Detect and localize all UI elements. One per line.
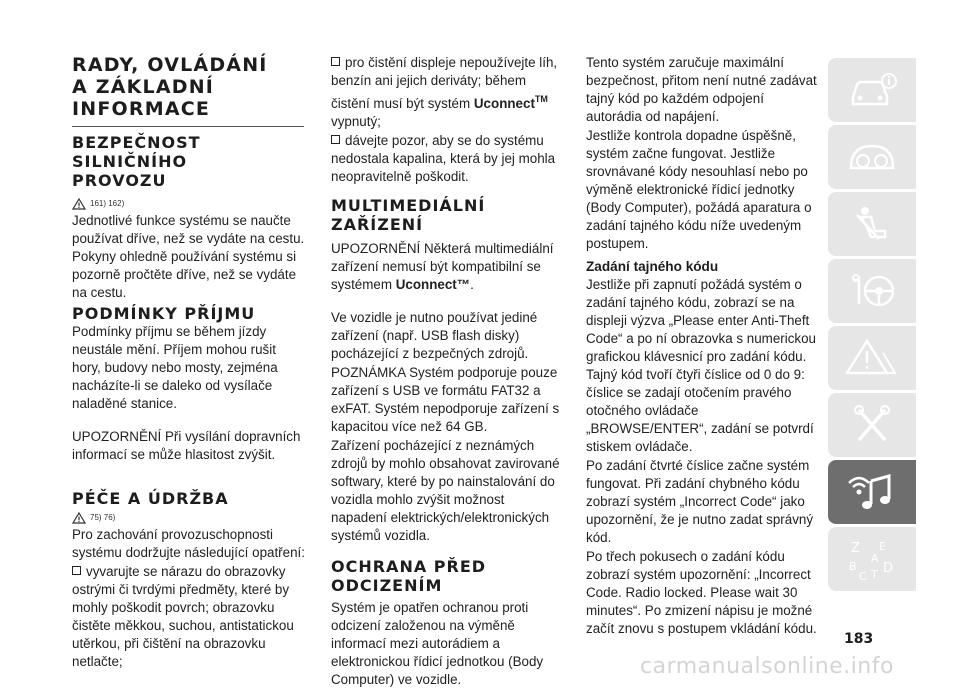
chapter-tabs [828,58,916,594]
care-bullet: pro čistění displeje nepoužívejte líh, benzín ani jejich deriváty; během čistění musí být systém Uconnect™ vypnutý; [331,55,558,129]
index-letter: E [879,540,886,553]
care-text: Pro zachování provozuschopnosti systému dodržujte následující opatření: [72,527,305,560]
column-2 [331,54,563,690]
watermark: carmanualsonline.info [640,654,894,679]
section-title-multimedia: MULTIMEDIÁLNÍ ZAŘÍZENÍ [331,196,486,234]
bullet-square-icon [72,566,81,575]
page-number: 183 [844,631,874,647]
bullet-square-icon [331,57,340,66]
tab-dashboard[interactable] [828,125,916,189]
multimedia-note: POZNÁMKA Systém podporuje pouze zařízení s USB ve formátu FAT32 a exFAT. Systém nepodporuje zařízení s kapacitou více než 64 GB. [331,365,560,434]
multimedia-warning: UPOZORNĚNÍ Některá multimediální zařízení nemusí být kompatibilní se systémem Uconnect™. [331,241,554,292]
service-tools-icon [845,402,899,448]
section-title-care: PÉČE A ÚDRŽBA [72,489,229,508]
tab-steering-start[interactable] [828,259,916,323]
warning-triangle-icon [72,198,86,210]
index-letter: A [871,552,879,565]
airbag-safety-icon [845,201,899,247]
warning-triangle-icon [845,335,899,381]
index-letter: T [871,568,878,581]
care-bullet: dávejte pozor, aby se do systému nedostala kapalina, která by jej mohla neopravitelně poškodit. [331,133,556,184]
anti-theft-text-2: Tento systém zaručuje maximální bezpečnost, přitom není nutné zadávat tajný kód po každém odpojení autorádia od napájení. [586,55,817,124]
code-entry-text: Jestliže při zapnutí požádá systém o zadání tajného kódu, zobrazí se na displeji výzva „Please enter Anti-Theft Code“ a po ní obrazovka s numerickou grafickou klávesnicí pro zadání kódu. Tajný kód tvoří čtyři číslice od 0 do 9: číslice se zadají otočením pravého otočného ovládače „BROWSE/ENTER“, zadání se potvrdí stiskem ovládače. [586,277,816,454]
tab-car-info[interactable] [828,58,916,122]
tab-warnings[interactable] [828,326,916,390]
index-letter: C [859,570,867,582]
multimedia-icon [845,469,899,515]
column-3 [586,54,820,639]
dashboard-icon [845,134,899,180]
anti-theft-text-3: Jestliže kontrola dopadne úspěšně, systém začne fungovat. Jestliže srovnávané kódy nesouhlasí nebo po výměně elektronické řídicí jednotky (Body Computer), požádá aparatura o zadání tajného kódu níže uvedeným postupem. [586,128,812,251]
tab-multimedia[interactable] [828,460,916,524]
chapter-divider [72,126,304,127]
section-title-road-safety: BEZPEČNOST SILNIČNÍHO PROVOZU [72,133,201,190]
brand-name: Uconnect [473,96,535,111]
bullet-square-icon [331,135,340,144]
care-warning-reference: 75) 76) [72,510,306,526]
code-locked-text: Po třech pokusech o zadání kódu zobrazí systém upozornění: „Incorrect Code. Radio locked. Please wait 30 minutes“. Po zmizení nápisu je možné začít znovu s postupem vkládání kódu. [586,549,817,636]
care-bullet: vyvarujte se nárazu do obrazovky ostrými či tvrdými předměty, které by mohly poškodit povrch; obrazovku čistěte měkkou, suchou, antistatickou utěrkou, při čištění na obrazovku netlačte; [72,564,294,669]
steering-wheel-icon [845,268,899,314]
reception-text: Podmínky příjmu se během jízdy neustále mění. Příjem mohou rušit hory, budovy nebo mosty, zejména nacházíte-li se daleko od vysílače naladěné stanice. [72,324,278,411]
reception-warning: UPOZORNĚNÍ Při vysílání dopravních informací se může hlasitost zvýšit. [72,429,301,462]
subsection-title-code: Zadání tajného kódu [586,259,719,274]
section-title-reception: PODMÍNKY PŘÍJMU [72,304,256,323]
tab-service[interactable] [828,393,916,457]
anti-theft-text: Systém je opatřen ochranou proti odcizení založenou na výměně informací mezi autorádiem a elektronickou řídicí jednotkou (Body Computer) ve vozidle. [331,600,544,687]
column-1 [72,54,306,672]
index-letter: B [849,560,857,573]
multimedia-text-2: Zařízení pocházející z neznámých zdrojů by mohlo obsahovat zavirované softwary, které by po nainstalování do vozidla mohlo zvýšit možnost napadení elektrických/elektronických systémů vozidla. [331,438,560,543]
index-letters-icon [845,536,899,582]
tab-index[interactable] [828,527,916,591]
warning-triangle-icon [72,512,86,524]
code-correct-text: Po zadání čtvrté číslice začne systém fungovat. Při zadání chybného kódu zobrazí systém „Incorrect Code“ jako upozornění, že je nutno zadat správný kód. [586,458,814,545]
multimedia-text-1: Ve vozidle je nutno používat jediné zařízení (např. USB flash disky) pocházející z bezpečných zdrojů. [331,310,538,361]
section-title-anti-theft: OCHRANA PŘED ODCIZENÍM [331,557,487,595]
road-safety-text: Jednotlivé funkce systému se naučte používat dříve, než se vydáte na cestu. Pokyny ohledně používání systému si pozorně pročtěte dříve, než se vydáte na cestu. [72,213,305,300]
car-info-icon [845,67,899,113]
index-letter: Z [851,541,860,556]
chapter-title: RADY, OVLÁDÁNÍ A ZÁKLADNÍ INFORMACE [72,54,268,120]
tab-airbag-safety[interactable] [828,192,916,256]
warning-reference: 161) 162) [72,196,306,212]
index-letter: D [883,561,894,576]
